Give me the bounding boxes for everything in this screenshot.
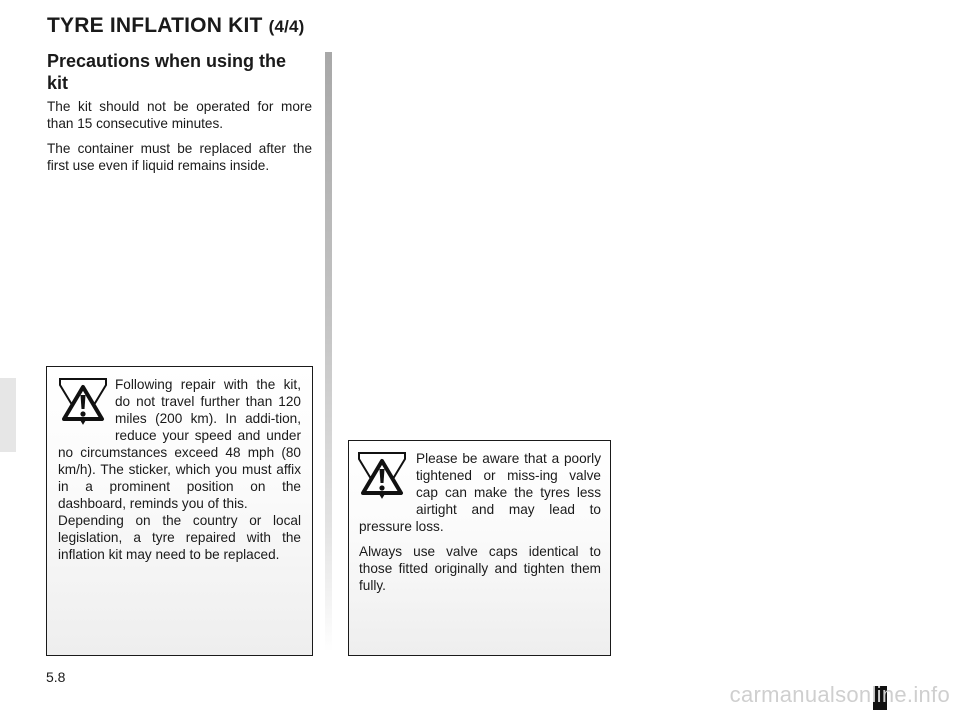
column-divider	[325, 52, 332, 652]
warning-text	[359, 450, 601, 594]
body-paragraph-container: The container must be replaced after the first use even if liquid remains inside.	[47, 141, 312, 173]
page-part-indicator: (4/4)	[268, 17, 305, 36]
page-number: 5.8	[46, 669, 66, 685]
page-title	[47, 14, 305, 38]
warning-box-valve-caps	[348, 440, 611, 656]
warning-paragraph: Please be aware that a poorly tightened or miss-ing valve cap can make the tyres less airtight and may lead to pressure loss.	[359, 451, 601, 534]
watermark: carmanualsonline.info	[729, 682, 950, 707]
warning-text	[58, 376, 301, 563]
warning-box-repair-limits	[46, 366, 313, 656]
warning-paragraph: Following repair with the kit, do not travel further than 120 miles (200 km). In addi-tion, reduce your speed and under no circumstances exceed 48 mph (80 km/h). The sticker, which you must affix in a prominent position on the dashboard, reminds you of this.	[58, 377, 301, 511]
body-paragraph-operating-time: The kit should not be operated for more than 15 consecutive minutes.	[47, 99, 312, 131]
chapter-tab-marker	[0, 378, 16, 452]
section-heading: Precautions when using the kit	[47, 51, 287, 93]
warning-paragraph: Always use valve caps identical to those fitted originally and tighten them fully.	[359, 544, 601, 593]
page-title-text: TYRE INFLATION KIT	[47, 14, 263, 37]
warning-paragraph: Depending on the country or local legislation, a tyre repaired with the inflation kit may need to be replaced.	[58, 513, 301, 562]
